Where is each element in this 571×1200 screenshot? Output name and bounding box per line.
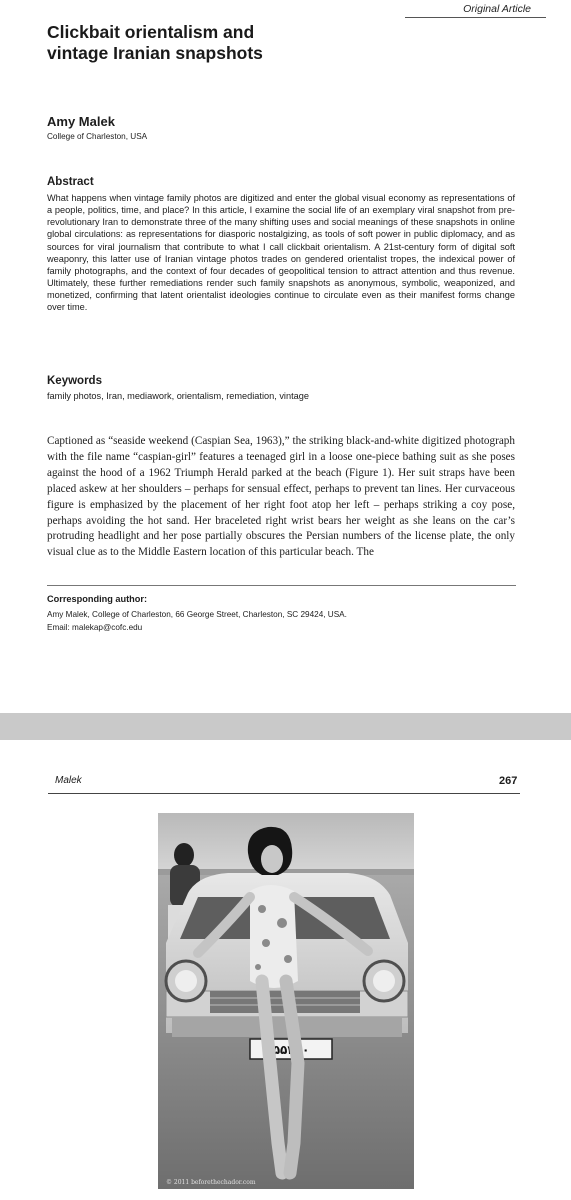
page-number: 267 xyxy=(499,775,518,787)
keywords-list: family photos, Iran, mediawork, orientalism, remediation, vintage xyxy=(47,391,309,401)
header-rule xyxy=(405,17,546,18)
author-name: Amy Malek xyxy=(47,114,115,129)
abstract-heading: Abstract xyxy=(47,176,94,188)
article-title xyxy=(47,22,377,64)
title-line-2: vintage Iranian snapshots xyxy=(47,43,263,63)
footnote-rule xyxy=(47,585,516,586)
title-line-1: Clickbait orientalism and xyxy=(47,22,255,42)
photo-credit: © 2011 beforethechador.com xyxy=(166,1179,256,1186)
article-type-label: Original Article xyxy=(463,3,531,15)
running-head: Malek xyxy=(55,775,82,786)
corresponding-address: Amy Malek, College of Charleston, 66 George Street, Charleston, SC 29424, USA. xyxy=(47,610,347,619)
body-paragraph: Captioned as “seaside weekend (Caspian Sea, 1963),” the striking black-and-white digitized photograph with the file name “caspian-girl” features a teenaged girl in a loose one-piece bathing suit as she poses against the hood of a 1962 Triumph Herald parked at the beach (Figure 1). Her suit straps have been placed askew at her shoulders – perhaps for sensual effect, perhaps to prevent tan lines. Her curvaceous figure is emphasized by the placement of her right foot atop her left – perhaps striking a coy pose, perhaps avoiding the hot sand. Her braceleted right wrist bears her weight as she leans on the car’s protruding headlight and her pose partially obscures the Persian numbers of the license plate, the only visual clue as to the Middle Eastern location of this particular beach. The xyxy=(47,435,515,559)
figure-photograph xyxy=(158,813,414,1189)
license-plate-text: ۵۵۴۰۰ xyxy=(272,1043,310,1057)
corresponding-email: Email: malekap@cofc.edu xyxy=(47,623,143,632)
author-affiliation: College of Charleston, USA xyxy=(47,132,148,141)
photo-illustration xyxy=(158,813,414,1189)
abstract-text: What happens when vintage family photos are digitized and enter the global visual economy as representations of a people, politics, time, and place? In this article, I examine the social life of an exemplary viral snapshot from pre-revolutionary Iran to demonstrate three of the many shifting uses and social meanings of these snapshots in online global circulations: as representations for diasporic nostalgizing, as tools of soft power in public diplomacy, and as sources for viral journalism that contribute to what I call clickbait orientalism. A 21st-century form of digital soft weaponry, this latter use of Iranian vintage photos trades on gendered orientalist tropes, the indexical power of family photographs, and the context of four decades of geopolitical tension to attract attention and thus revenue. Ultimately, these further remediations render such family snapshots as anonymous, symbolic, weaponized, and monetized, confirming that latent orientalist ideologies continue to circulate even as their manifest forms change over time. xyxy=(47,193,515,313)
corresponding-author-heading: Corresponding author: xyxy=(47,594,148,604)
running-head-rule xyxy=(48,793,520,794)
keywords-heading: Keywords xyxy=(47,375,102,387)
